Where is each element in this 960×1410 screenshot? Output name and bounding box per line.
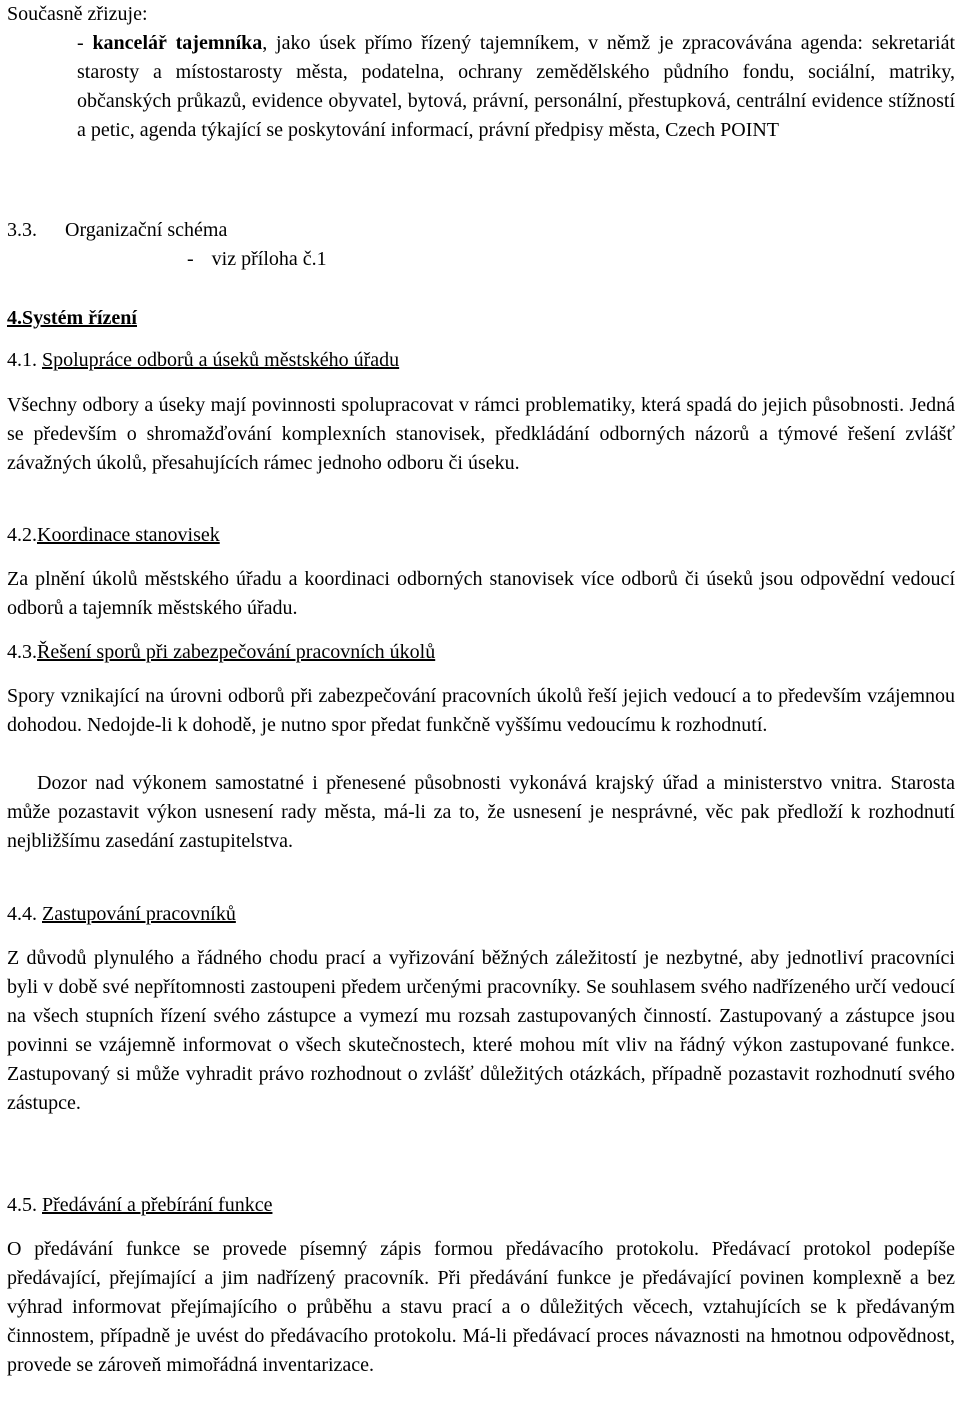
section-4-1-body: Všechny odbory a úseky mají povinnosti spolupracovat v rámci problematiky, která spadá do jejich působnosti. Jedná se především o shromažďování komplexních stanovisek, předkládání odborných názorů a týmové řešení zvlášť závažných úkolů, přesahujících rámec jednoho odboru či úseku. (7, 394, 955, 474)
section-4-3-body-2: Dozor nad výkonem samostatné i přenesené působnosti vykonává krajský úřad a ministerstvo vnitra. Starosta může pozastavit výkon usnesení rady města, má-li za to, že usnesení je nesprávné, věc pak předloží k rozhodnutí nejbližšímu zasedání zastupitelstva. (7, 772, 955, 852)
section-4-5-body: O předávání funkce se provede písemný zápis formou předávacího protokolu. Předávací protokol podepíše předávající, přejímající a jim nadřízený pracovník. Při předávání funkce je předávající povinen komplexně a bez výhrad informovat přejímajícího o průběhu a stavu prací a o důležitých věcech, vztahujících se k předávaným činnostem, případně je uvést do předávacího protokolu. Má-li předávací proces návaznosti na hmotnou odpovědnost, provede se zároveň mimořádná inventarizace. (7, 1238, 955, 1376)
section-4-5-heading: 4.5. Předávání a přebírání funkce (7, 1194, 273, 1216)
section-4-4-title: Zastupování pracovníků (42, 903, 236, 925)
section-4-2-body: Za plnění úkolů městského úřadu a koordinaci odborných stanovisek více odborů či úseků jsou odpovědní vedoucí odborů a tajemník městského úřadu. (7, 568, 955, 619)
section-4-4-heading: 4.4. Zastupování pracovníků (7, 903, 236, 925)
intro-text: , jako úsek přímo řízený tajemníkem, v němž je zpracovávána agenda: sekretariát starosty a místostarosty města, podatelna, ochrany zemědělského půdního fondu, sociální, matriky, občanských průkazů, evidence obyvatel, bytová, právní, personální, přestupková, centrální evidence stížností a petic, agenda týkající se poskytování informací, právní předpisy města, Czech POINT (77, 32, 956, 141)
section-4-2-title: Koordinace stanovisek (37, 524, 220, 546)
section-4-1-title: Spolupráce odborů a úseků městského úřadu (42, 349, 400, 371)
section-4-1-heading: 4.1. Spolupráce odborů a úseků městského úřadu (7, 349, 400, 371)
section-3-3-heading: 3.3. Organizační schéma (7, 219, 228, 241)
intro-bold-label: kancelář tajemníka (92, 32, 263, 54)
section-3-3-item: - viz příloha č.1 (187, 248, 327, 270)
section-4-3-title: Řešení sporů při zabezpečování pracovních úkolů (37, 641, 436, 663)
intro-dash: - (77, 32, 84, 54)
section-4-4-body: Z důvodů plynulého a řádného chodu prací a vyřizování běžných záležitostí je nezbytné, aby jednotliví pracovníci byli v době své nepřítomnosti zastoupeni předem určenými pracovníky. Se souhlasem svého nadřízeného určí vedoucí na všech stupních řízení svého zástupce a vymezí mu rozsah zastupovaných činností. Zastupovaný a zástupce jsou povinni se vzájemně informovat o všech skutečnostech, které mohou mít vliv na řádný výkon zastupované funkce. Zastupovaný si může vyhradit právo rozhodnout o zvlášť důležitých otázkách, případně pozastavit rozhodnutí svého zástupce. (7, 947, 955, 1114)
attachment-reference: viz příloha č.1 (211, 248, 327, 270)
section-4-3-body-1: Spory vznikající na úrovni odborů při zabezpečování pracovních úkolů řeší jejich vedoucí a to především vzájemnou dohodou. Nedojde-li k dohodě, je nutno spor předat funkčně vyššímu vedoucímu k rozhodnutí. (7, 685, 955, 736)
section-4-3-heading: 4.3.Řešení sporů při zabezpečování pracovních úkolů (7, 641, 436, 663)
section-3-3-title: Organizační schéma (65, 219, 228, 241)
section-4-2-heading: 4.2.Koordinace stanovisek (7, 524, 220, 546)
section-4-5-title: Předávání a přebírání funkce (42, 1194, 273, 1216)
intro-heading: Současně zřizuje: (7, 3, 148, 25)
section-4-title: 4.Systém řízení (7, 307, 137, 329)
intro-paragraph (77, 29, 955, 145)
